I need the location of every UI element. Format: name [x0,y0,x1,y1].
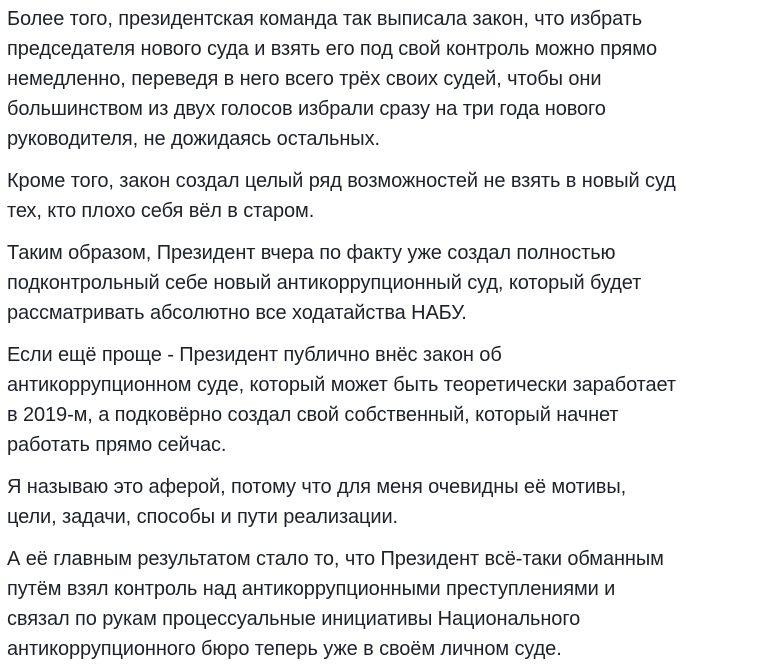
text-line: Таким образом, Президент вчера по факту уже создал полностью [7,242,616,264]
text-line: Если ещё проще - Президент публично внёс закон об [7,344,502,366]
text-line: работать прямо сейчас. [7,434,227,456]
post-paragraph-6 [7,544,750,664]
text-line: путём взял контроль над антикоррупционными преступлениями и [7,578,616,600]
post-paragraph-5 [7,472,750,532]
text-line: антикоррупционного бюро теперь уже в своём личном суде. [7,638,562,660]
text-line: Я называю это аферой, потому что для меня очевидны её мотивы, [7,476,627,498]
text-line: Более того, президентская команда так выписала закон, что избрать [7,8,643,30]
text-line: руководителя, не дожидаясь остальных. [7,128,380,150]
text-line: А её главным результатом стало то, что Президент всё-таки обманным [7,548,664,570]
text-line: рассматривать абсолютно все ходатайства НАБУ. [7,302,467,324]
text-line: связал по рукам процессуальные инициативы Национального [7,608,581,630]
text-line: немедленно, переведя в него всего трёх своих судей, чтобы они [7,68,602,90]
text-line: подконтрольный себе новый антикоррупционный суд, который будет [7,272,642,294]
text-line: антикоррупционном суде, который может быть теоретически заработает [7,374,676,396]
text-line: цели, задачи, способы и пути реализации. [7,506,398,528]
post-paragraph-1 [7,4,750,154]
text-line: Кроме того, закон создал целый ряд возможностей не взять в новый суд [7,170,676,192]
text-line: тех, кто плохо себя вёл в старом. [7,200,315,222]
text-line: большинством из двух голосов избрали сразу на три года нового [7,98,606,120]
text-line: председателя нового суда и взять его под свой контроль можно прямо [7,38,657,60]
post-paragraph-4 [7,340,750,460]
post-paragraph-3 [7,238,750,328]
post-paragraph-2 [7,166,750,226]
text-line: в 2019-м, а подковёрно создал свой собственный, который начнет [7,404,619,426]
